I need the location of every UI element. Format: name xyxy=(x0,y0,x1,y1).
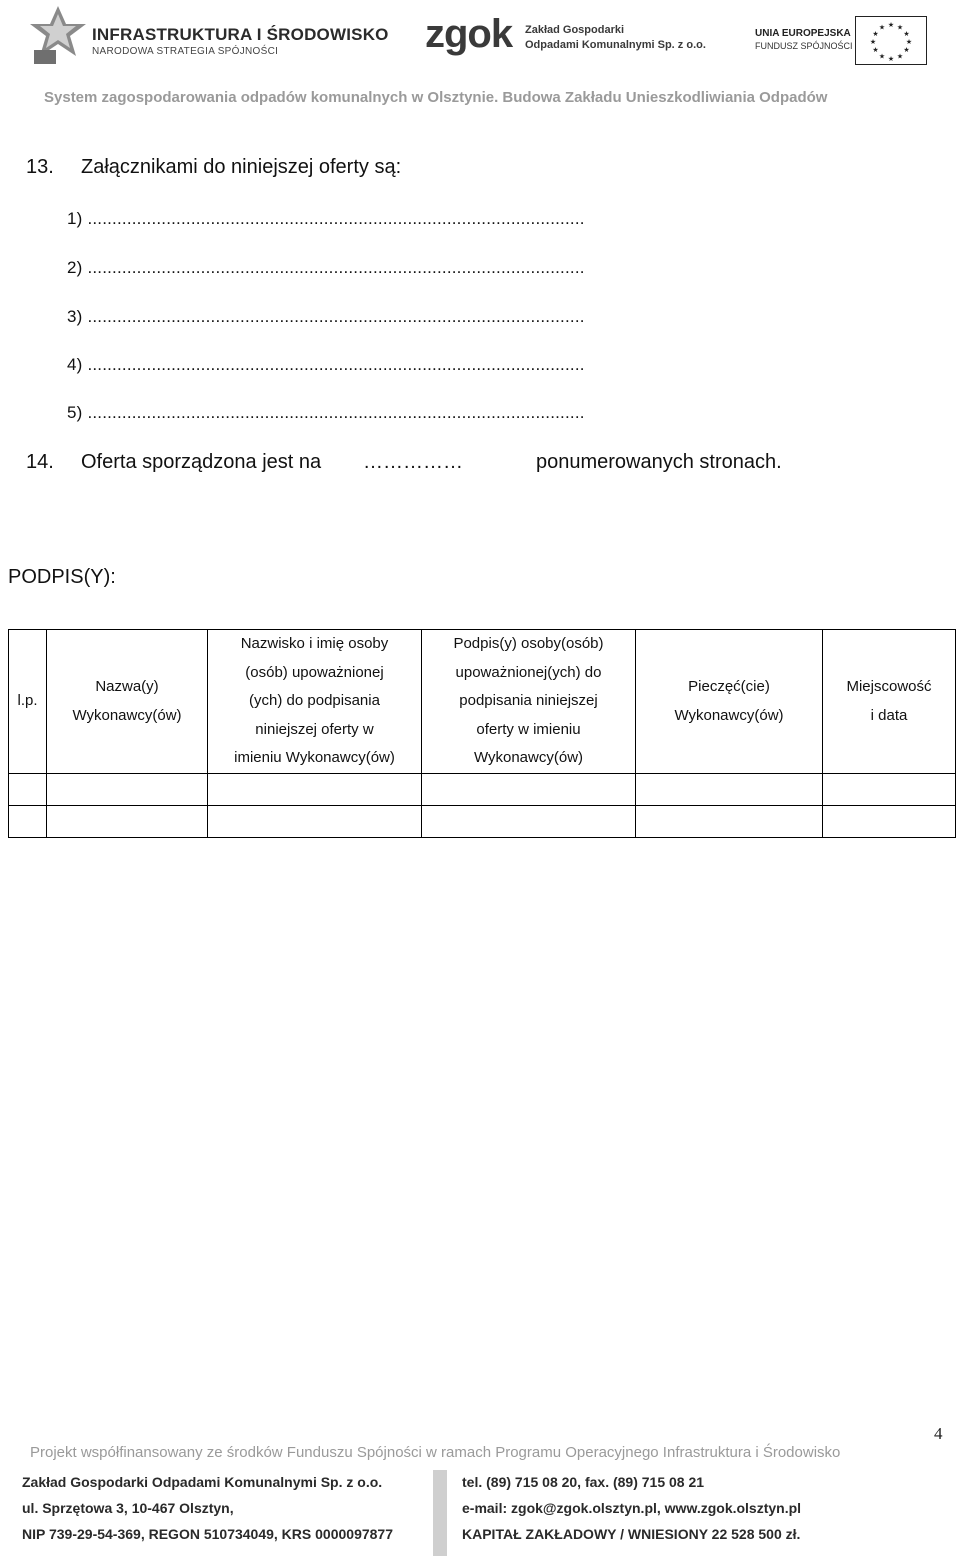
table-cell[interactable] xyxy=(9,774,47,806)
zgok-name-line1: Zakład Gospodarki xyxy=(525,24,625,36)
svg-text:★: ★ xyxy=(872,30,879,38)
footer-divider xyxy=(433,1470,447,1556)
eu-line1: UNIA EUROPEJSKA xyxy=(755,28,851,39)
attachment-line-4: 4) ..................................................................................................... xyxy=(67,355,585,374)
svg-text:★: ★ xyxy=(896,52,904,61)
table-row xyxy=(9,806,956,838)
table-header-row xyxy=(9,630,956,774)
eu-logo xyxy=(755,16,930,66)
table-cell[interactable] xyxy=(422,774,636,806)
svg-text:★: ★ xyxy=(896,23,904,32)
header-stamp: Pieczęć(cie) Wykonawcy(ów) xyxy=(636,630,823,774)
attachment-line-5: 5) ..................................................................................................... xyxy=(67,403,585,422)
header-contractor-name: Nazwa(y) Wykonawcy(ów) xyxy=(47,630,208,774)
footer-email: e-mail: zgok@zgok.olsztyn.pl, www.zgok.olsztyn.pl xyxy=(462,1500,802,1516)
page-number: 4 xyxy=(934,1424,943,1443)
svg-text:★: ★ xyxy=(903,46,910,54)
section-13-number: 13. xyxy=(26,156,54,178)
table-cell[interactable] xyxy=(208,774,422,806)
table-cell[interactable] xyxy=(47,806,208,838)
logo-subtitle: NARODOWA STRATEGIA SPÓJNOŚCI xyxy=(92,46,279,57)
footer-registration: NIP 739-29-54-369, REGON 510734049, KRS 0000097877 xyxy=(22,1526,393,1542)
svg-text:★: ★ xyxy=(887,55,895,63)
svg-text:★: ★ xyxy=(878,23,886,32)
section-14-text-after: ponumerowanych stronach. xyxy=(536,451,782,473)
footer-capital: KAPITAŁ ZAKŁADOWY / WNIESIONY 22 528 500 zł. xyxy=(462,1526,801,1542)
section-14-number: 14. xyxy=(26,451,54,473)
table-cell[interactable] xyxy=(823,806,956,838)
cofinance-line: Projekt współfinansowany ze środków Funduszu Spójności w ramach Programu Operacyjnego Infrastruktura i Środowisko xyxy=(30,1444,841,1461)
signature-heading: PODPIS(Y): xyxy=(8,566,116,588)
zgok-logo xyxy=(425,10,706,66)
table-cell[interactable] xyxy=(636,774,823,806)
header-place-date: Miejscowość i data xyxy=(823,630,956,774)
attachment-line-1: 1) ..................................................................................................... xyxy=(67,209,585,228)
page-count-blank: …………… xyxy=(363,451,463,473)
infrastruktura-logo xyxy=(30,4,390,66)
svg-text:★: ★ xyxy=(903,30,910,38)
signature-table xyxy=(8,629,956,838)
svg-text:★: ★ xyxy=(872,46,879,54)
zgok-mark: zgok xyxy=(425,12,513,56)
table-cell[interactable] xyxy=(47,774,208,806)
svg-text:★: ★ xyxy=(878,52,886,61)
table-cell[interactable] xyxy=(422,806,636,838)
footer-address: ul. Sprzętowa 3, 10-467 Olsztyn, xyxy=(22,1500,234,1516)
section-14-text: Oferta sporządzona jest na xyxy=(81,451,322,473)
table-cell[interactable] xyxy=(9,806,47,838)
footer-company: Zakład Gospodarki Odpadami Komunalnymi Sp. z o.o. xyxy=(22,1474,383,1490)
svg-text:★: ★ xyxy=(869,38,877,46)
table-cell[interactable] xyxy=(823,774,956,806)
section-13-text: Załącznikami do niniejszej oferty są: xyxy=(81,156,402,178)
zgok-name-line2: Odpadami Komunalnymi Sp. z o.o. xyxy=(525,39,706,51)
star-logo-icon xyxy=(30,4,90,66)
eu-line2: FUNDUSZ SPÓJNOŚCI xyxy=(755,41,853,51)
header-authorized-person: Nazwisko i imię osoby (osób) upoważnionej (ych) do podpisania niniejszej oferty w imieniu Wykonawcy(ów) xyxy=(208,630,422,774)
svg-text:★: ★ xyxy=(887,21,895,29)
header-signature: Podpis(y) osoby(osób) upoważnionej(ych) do podpisania niniejszej oferty w imieniu Wykonawcy(ów) xyxy=(422,630,636,774)
svg-text:★: ★ xyxy=(905,38,913,46)
project-title: System zagospodarowania odpadów komunalnych w Olsztynie. Budowa Zakładu Unieszkodliwiania Odpadów xyxy=(44,89,828,106)
table-cell[interactable] xyxy=(208,806,422,838)
attachment-line-2: 2) ..................................................................................................... xyxy=(67,258,585,277)
attachment-line-3: 3) ..................................................................................................... xyxy=(67,307,585,326)
header-lp: l.p. xyxy=(9,630,47,774)
eu-flag-icon xyxy=(855,16,927,65)
table-row xyxy=(9,774,956,806)
footer-phone: tel. (89) 715 08 20, fax. (89) 715 08 21 xyxy=(462,1474,705,1490)
table-cell[interactable] xyxy=(636,806,823,838)
logo-title: INFRASTRUKTURA I ŚRODOWISKO xyxy=(92,25,389,44)
